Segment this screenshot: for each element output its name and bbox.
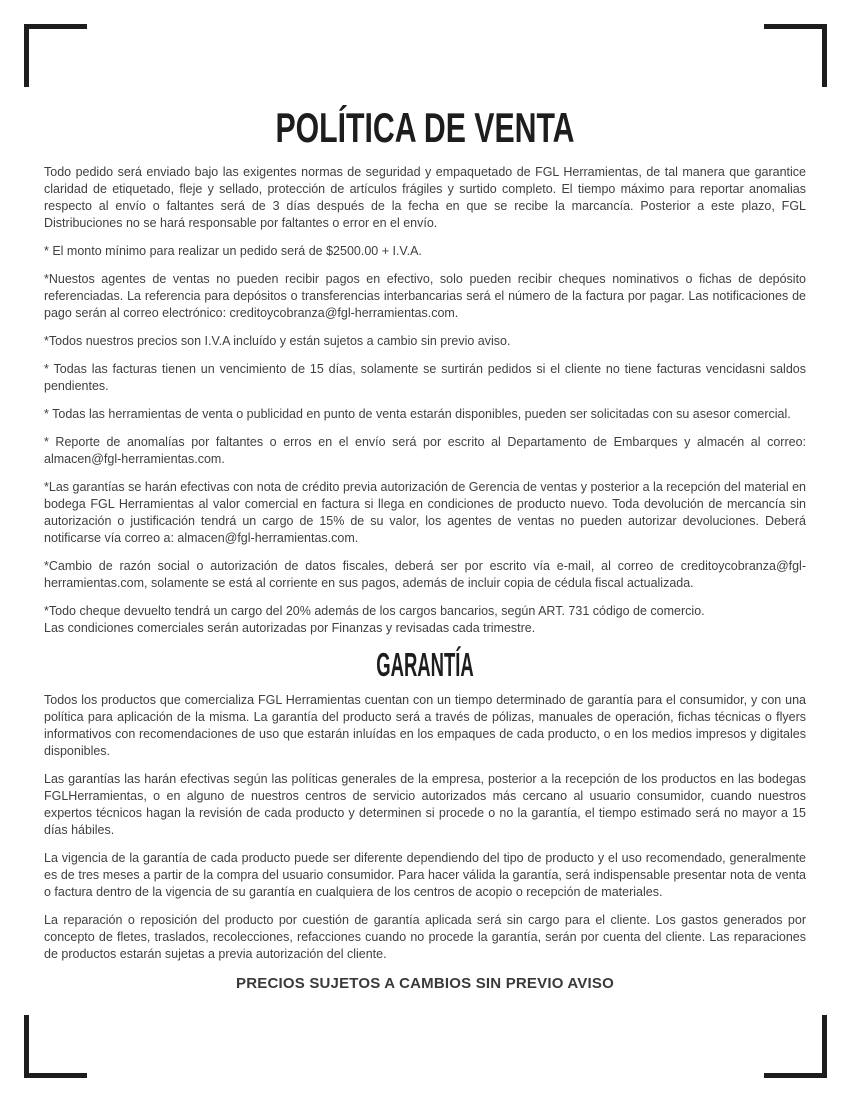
- warranty-section-title: GARANTÍA: [376, 646, 474, 683]
- policy-paragraph-sales-tools: * Todas las herramientas de venta o publicidad en punto de venta estarán disponibles, pueden ser solicitadas con su asesor comercial.: [44, 407, 791, 421]
- policy-paragraph-returned-check: *Todo cheque devuelto tendrá un cargo del 20% además de los cargos bancarios, según ART. 731 código de comercio.: [44, 604, 705, 618]
- page-title: POLÍTICA DE VENTA: [275, 104, 575, 151]
- warranty-paragraph-process: Las garantías las harán efectivas según las políticas generales de la empresa, posterior a la recepción de los productos en las bodegas FGLHerramientas, o en alguno de nuestros centros de servicio autorizados más cercano al usuario consumidor, cuando nuestros expertos técnicos hagan la revisión de cada producto y determinen si procede o no la garantía, el tiempo estimado será no mayor a 15 días hábiles.: [44, 772, 806, 837]
- policy-paragraph-fiscal-data: *Cambio de razón social o autorización de datos fiscales, deberá ser por escrito vía e-mail, al correo de creditoycobranza@fgl-herramientas.com, solamente se está al corriente en sus pagos, además de incluir copia de cédula fiscal actualizada.: [44, 559, 806, 590]
- document-content: [44, 0, 806, 992]
- crop-mark-bottom-left-icon: [24, 1015, 87, 1078]
- warranty-paragraph-coverage: Todos los productos que comercializa FGL Herramientas cuentan con un tiempo determinado de garantía para el consumidor, y con una política para aplicación de la misma. La garantía del producto será a través de pólizas, manuales de operación, fichas técnicas o flyers informativos con recomendaciones de uso que estarán inluídas en los empaques de cada producto, o en los medios impresos y digitales disponibles.: [44, 693, 806, 758]
- warranty-paragraph-repairs: La reparación o reposición del producto por cuestión de garantía aplicada será sin cargo para el cliente. Los gastos generados por concepto de fletes, traslados, recolecciones, refacciones cuando no procede la garantía, serán por cuenta del cliente. Las reparaciones de productos estarán sujetas a previa autorización del cliente.: [44, 913, 806, 961]
- policy-paragraph-minimum-order: * El monto mínimo para realizar un pedido será de $2500.00 + I.V.A.: [44, 244, 422, 258]
- crop-mark-bottom-right-icon: [764, 1015, 827, 1078]
- policy-paragraph-credit-notes: *Las garantías se harán efectivas con nota de crédito previa autorización de Gerencia de ventas y posterior a la recepción del material en bodega FGL Herramientas al valor comercial en factura si llega en condiciones de producto nuevo. Toda devolución de mercancía sin autorización o justificación tendrá un cargo de 15% de su valor, los agentes de ventas no pueden autorizar devoluciones. Deberá notificarse vía correo a: almacen@fgl-herramientas.com.: [44, 480, 806, 545]
- policy-paragraph-commercial-conditions: Las condiciones comerciales serán autorizadas por Finanzas y revisadas cada trimestre.: [44, 621, 536, 635]
- policy-paragraph-invoices-due: * Todas las facturas tienen un vencimiento de 15 días, solamente se surtirán pedidos si el cliente no tiene facturas vencidasni saldos pendientes.: [44, 362, 806, 393]
- policy-paragraph-prices-iva: *Todos nuestros precios son I.V.A incluído y están sujetos a cambio sin previo aviso.: [44, 334, 511, 348]
- policy-paragraph-shipping: Todo pedido será enviado bajo las exigentes normas de seguridad y empaquetado de FGL Herramientas, de tal manera que garantice claridad de etiquetado, fleje y sellado, protección de artículos frágiles y surtido completo. El tiempo máximo para reportar anomalias respecto al envío o faltantes será de 3 días después de la fecha en que se recibe la marcancía. Posterior a este plazo, FGL Distribuciones no se hará responsable por faltantes o error en el envío.: [44, 165, 806, 230]
- warranty-paragraph-validity: La vigencia de la garantía de cada producto puede ser diferente dependiendo del tipo de producto y el uso recomendado, generalmente es de tres meses a partir de la compra del usuario consumidor. Para hacer válida la garantía, será indispensable presentar nota de venta o factura dentro de la vigencia de su garantía en cualquiera de los centros de acopio o recepción de materiales.: [44, 851, 806, 899]
- policy-paragraph-report-anomalies: * Reporte de anomalías por faltantes o erros en el envío será por escrito al Departamento de Embarques y almacén al correo: almacen@fgl-herramientas.com.: [44, 435, 806, 466]
- footer-notice: PRECIOS SUJETOS A CAMBIOS SIN PREVIO AVISO: [236, 975, 614, 992]
- policy-paragraph-payments: *Nuestos agentes de ventas no pueden recibir pagos en efectivo, solo pueden recibir cheques nominativos o fichas de depósito referenciadas. La referencia para depósitos o transferencias interbancarias será el número de la factura por pagar. Las notificaciones de pago serán al correo electrónico: creditoycobranza@fgl-herramientas.com.: [44, 272, 806, 320]
